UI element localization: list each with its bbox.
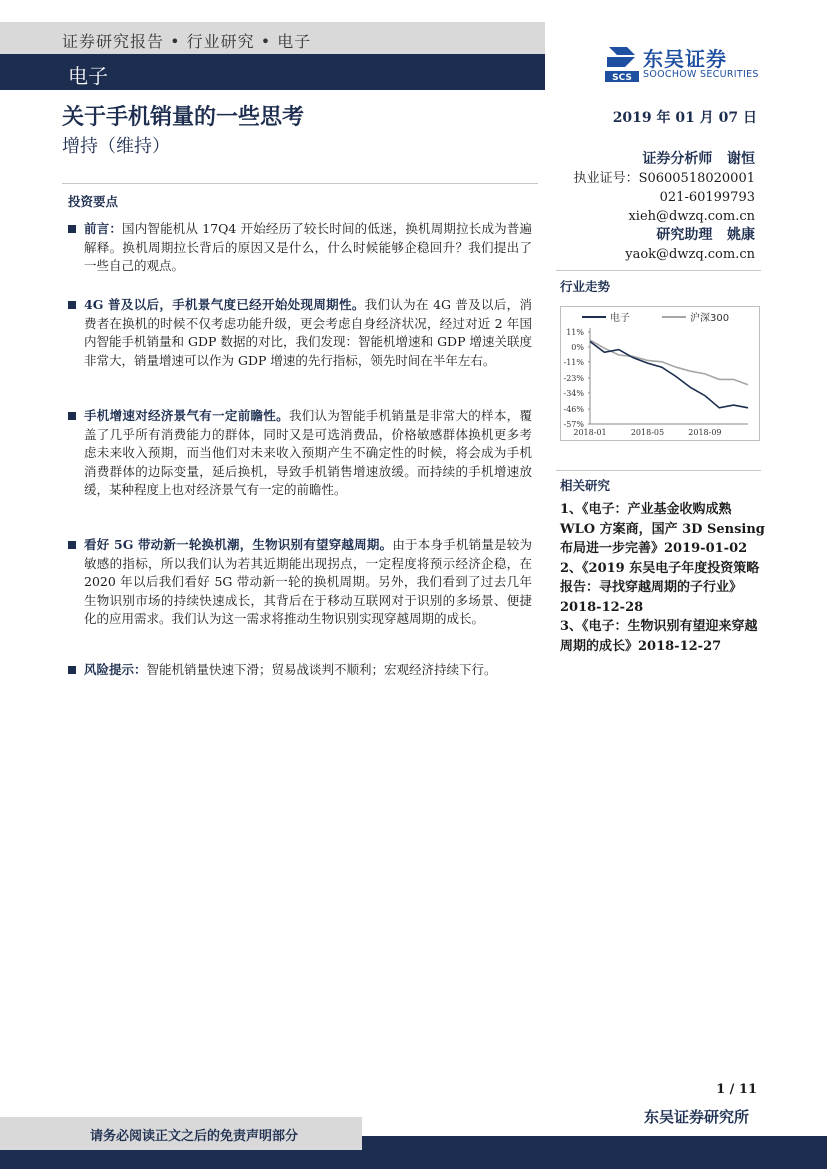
trend-heading: 行业走势 xyxy=(560,279,611,294)
footer-navy-bottom xyxy=(0,1150,827,1169)
footer-navy-band xyxy=(362,1136,827,1150)
summary-lead: 4G 普及以后，手机景气度已经开始处现周期性。 xyxy=(84,297,365,312)
logo-mark-text: SCS xyxy=(612,73,632,83)
divider xyxy=(62,183,538,184)
footer-firm: 东吴证券研究所 xyxy=(643,1108,749,1126)
related-item[interactable]: 1、《电子：产业基金收购成熟 WLO 方案商，国产 3D Sensing 布局进一步完善》2019-01-02 xyxy=(560,502,765,556)
assistant-email[interactable]: yaok@dwzq.com.cn xyxy=(625,247,755,262)
trend-chart-svg xyxy=(560,306,760,441)
analyst-block xyxy=(574,150,755,264)
summary-lead: 前言： xyxy=(84,221,123,236)
company-logo xyxy=(605,43,775,85)
report-title: 关于手机销量的一些思考 xyxy=(62,104,305,130)
summary-item xyxy=(68,407,532,500)
series-line xyxy=(590,340,748,385)
trend-chart xyxy=(560,306,760,441)
related-item[interactable]: 2、《2019 东吴电子年度投资策略报告：寻找穿越周期的子行业》2018-12-28 xyxy=(560,560,760,615)
y-tick-label: -23% xyxy=(563,374,584,383)
sector-band xyxy=(0,54,545,90)
y-tick-label: 0% xyxy=(571,342,584,352)
x-tick-label: 2018-01 xyxy=(573,428,607,437)
y-tick-label: 11% xyxy=(566,328,584,337)
divider xyxy=(556,270,761,271)
page-number: 1 / 11 xyxy=(716,1082,757,1097)
y-tick-label: -46% xyxy=(563,405,584,415)
y-tick-label: -57% xyxy=(563,420,584,429)
summary-item xyxy=(68,661,532,680)
bullet-square-icon xyxy=(68,225,76,233)
analyst-role: 证券分析师 xyxy=(642,151,713,167)
summary-item xyxy=(68,536,532,629)
bullet-square-icon xyxy=(68,541,76,549)
summary-lead: 看好 5G 带动新一轮换机潮，生物识别有望穿越周期。 xyxy=(84,537,393,552)
summary-heading: 投资要点 xyxy=(68,194,119,209)
x-tick-label: 2018-05 xyxy=(630,428,665,437)
bullet-square-icon xyxy=(68,301,76,309)
report-date: 2019 年 01 月 07 日 xyxy=(612,110,757,126)
summary-text: 国内智能机从 17Q4 开始经历了较长时间的低迷，换机周期拉长成为普遍解释。换机周期拉长背后的原因又是什么，什么时候能够企稳回升？我们提出了一些自己的观点。 xyxy=(84,221,532,274)
rating: 增持（维持） xyxy=(62,136,170,157)
assistant-name: 姚康 xyxy=(727,227,755,243)
summary-text: 我们认为在 4G 普及以后，消费者在换机的时候不仅考虑功能升级，更会考虑自身经济状况，经过对近 2 年国内智能手机销量和 GDP 数据的对比，我们发现：智能机增速和 GDP 增速关联度非常大，销量增速可以作为 GDP 增速的先行指标，领先时间在半年左右。 xyxy=(84,297,532,368)
legend-label: 电子 xyxy=(610,313,630,324)
y-tick-label: -34% xyxy=(563,388,584,398)
summary-text: 由于本身手机销量是较为敏感的指标，所以我们认为若其近期能出现拐点，一定程度将预示经济企稳，在 2020 年以后我们看好 5G 带动新一轮的换机周期。另外，我们看到了过去几年生物识别市场的持续快速成长，其背后在于移动互联网对于识别的多场景、便捷化的应用需求。我们认为这一需求将推动生物识别实现穿越周期的成长。 xyxy=(84,537,532,627)
header-breadcrumb-band xyxy=(0,22,545,54)
analyst-name: 谢恒 xyxy=(727,151,755,167)
x-tick-label: 2018-09 xyxy=(688,428,722,437)
disclaimer-text[interactable]: 请务必阅读正文之后的免责声明部分 xyxy=(90,1129,299,1144)
logo-mark-icon xyxy=(605,43,639,83)
summary-text: 智能机销量快速下滑；贸易战谈判不顺利；宏观经济持续下行。 xyxy=(146,662,497,677)
disclaimer-band xyxy=(0,1117,362,1150)
related-heading: 相关研究 xyxy=(560,478,611,493)
breadcrumb: 证券研究报告 • 行业研究 • 电子 xyxy=(62,32,312,51)
bullet-square-icon xyxy=(68,666,76,674)
summary-lead: 风险提示： xyxy=(84,662,147,677)
sector-label: 电子 xyxy=(68,64,108,88)
summary-item xyxy=(68,220,532,276)
series-line xyxy=(590,342,748,408)
analyst-phone: 021-60199793 xyxy=(659,190,755,205)
legend-label: 沪深300 xyxy=(690,313,730,324)
y-tick-label: -11% xyxy=(563,357,584,367)
related-list xyxy=(560,500,765,656)
logo-cn: 东吴证券 xyxy=(643,47,727,71)
divider xyxy=(556,470,761,471)
assistant-role: 研究助理 xyxy=(656,227,713,243)
logo-en: SOOCHOW SECURITIES xyxy=(643,69,759,80)
summary-text: 我们认为智能手机销量是非常大的样本，覆盖了几乎所有消费能力的群体，同时又是可选消费品，价格敏感群体换机更多考虑未来收入预期，而当他们对未来收入预期产生不确定性的时候，将会成为手机消费群体的边际变量，延后换机，导致手机销售增速放缓。而持续的手机增速放缓，某种程度上也对经济景气有一定的前瞻性。 xyxy=(84,408,532,498)
related-item[interactable]: 3、《电子：生物识别有望迎来穿越周期的成长》2018-12-27 xyxy=(560,619,758,654)
summary-item xyxy=(68,296,532,370)
summary-lead: 手机增速对经济景气有一定前瞻性。 xyxy=(84,408,289,423)
analyst-license: 执业证号：S0600518020001 xyxy=(573,171,755,186)
analyst-email[interactable]: xieh@dwzq.com.cn xyxy=(628,209,755,224)
bullet-square-icon xyxy=(68,412,76,420)
